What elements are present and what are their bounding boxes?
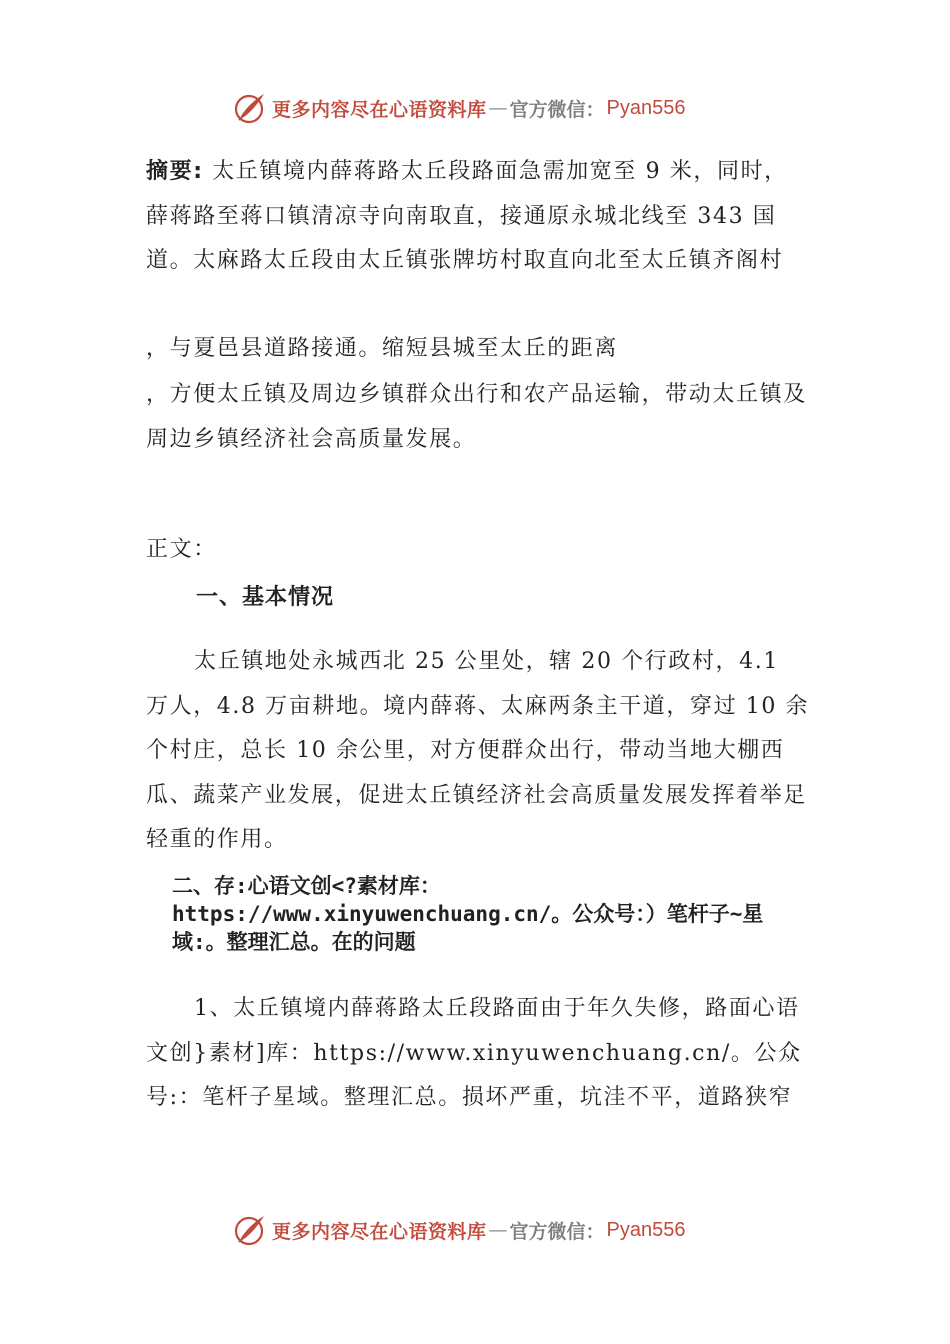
section1-text: 太丘镇地处永城西北 25 公里处，辖 20 个行政村，4.1 万人，4.8 万亩耕地。境内薛蒋、太麻两条主干道，穿过 10 余个村庄，总长 10 余公里，对方便群众出行，带动当地大棚西瓜、蔬菜产业发展，促进太丘镇经济社会高质量发展发挥着举足轻重的作用。	[146, 649, 810, 852]
banner-wechat-id: Pyan556	[606, 96, 686, 119]
banner-title: 更多内容尽在心语资料库	[272, 1220, 487, 1243]
section1-title: 一、基本情况	[196, 585, 335, 610]
abstract-label: 摘要:	[146, 159, 204, 184]
quill-logo-icon	[232, 90, 268, 126]
abstract-paragraph	[146, 150, 811, 284]
item1-text: 1、太丘镇境内薛蒋路太丘段路面由于年久失修，路面心语文创}素材]库：https://www.xinyuwenchuang.cn/。公众号:：笔杆子星域。整理汇总。损坏严重，坑洼不平，道路狭窄	[146, 996, 802, 1110]
banner-subtitle: 官方微信：	[509, 1220, 605, 1243]
abstract-line-3: ，方便太丘镇及周边乡镇群众出行和农产品运输，带动太丘镇及周边乡镇经济社会高质量发展。	[146, 382, 807, 452]
header-banner	[232, 88, 686, 128]
section2-title: 二、存:心语文创<?素材库：https://www.xinyuwenchuang.cn/。公众号：）笔杆子~星域:。整理汇总。在的问题	[172, 874, 764, 954]
banner-title: 更多内容尽在心语资料库	[272, 98, 487, 121]
footer-banner	[232, 1210, 686, 1250]
banner-wechat-id: Pyan556	[606, 1218, 686, 1241]
abstract-line-2: ，与夏邑县道路接通。缩短县城至太丘的距离	[146, 336, 619, 361]
body-label: 正文：	[146, 537, 217, 562]
abstract-body: 太丘镇境内薛蒋路太丘段路面急需加宽至 9 米，同时，薛蒋路至蒋口镇清凉寺向南取直，接通原永城北线至 343 国道。太麻路太丘段由太丘镇张牌坊村取直向北至太丘镇齐阁村	[146, 159, 788, 273]
quill-logo-icon	[232, 1212, 268, 1248]
banner-dash: —	[488, 1219, 508, 1241]
banner-subtitle: 官方微信：	[509, 98, 605, 121]
banner-dash: —	[488, 97, 508, 119]
